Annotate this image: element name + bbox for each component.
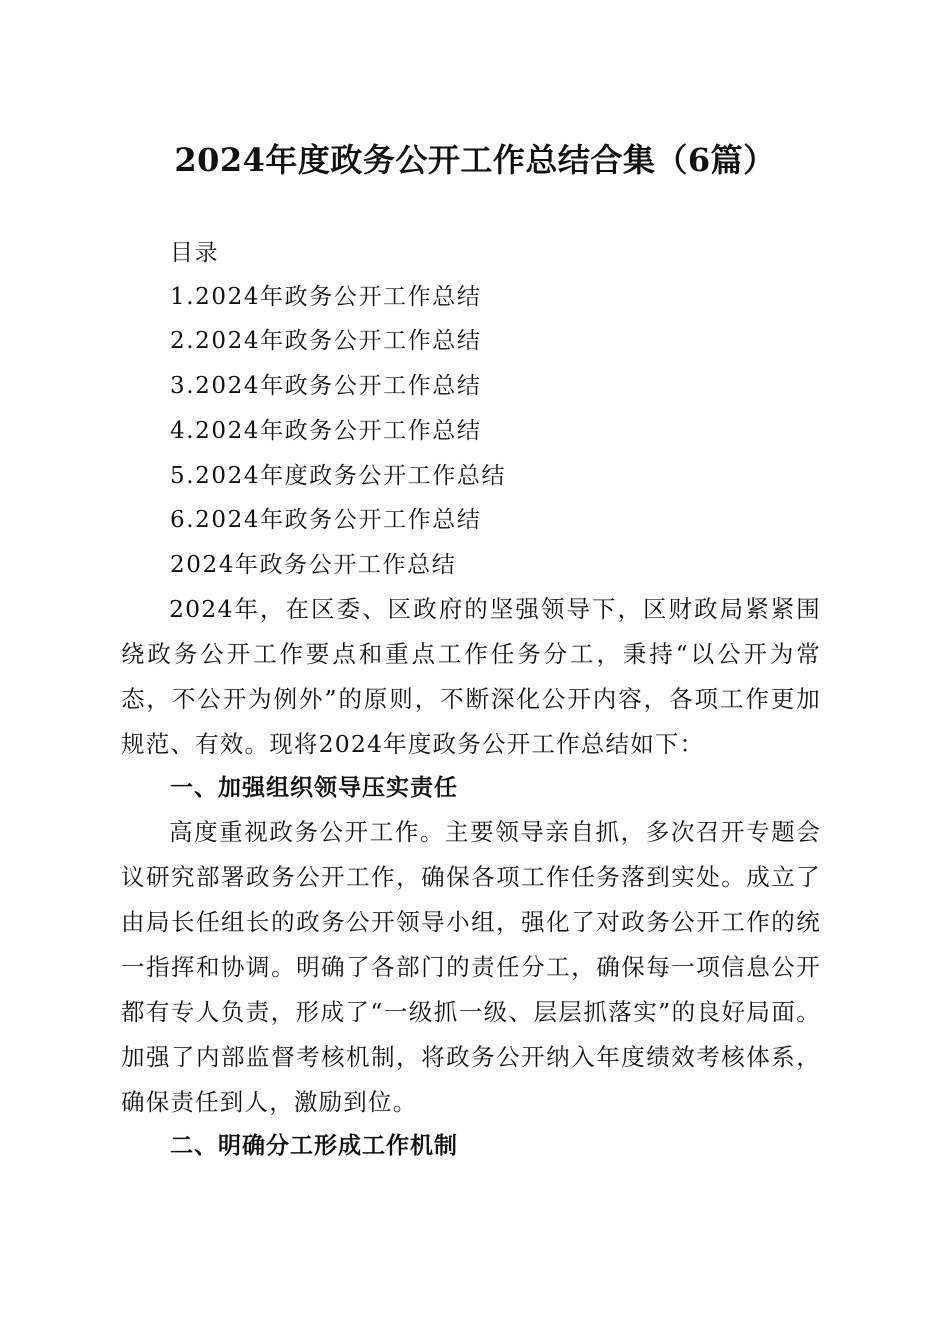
toc-item-6: 6.2024年政务公开工作总结 (170, 507, 482, 533)
toc-item-5: 5.2024年度政务公开工作总结 (170, 463, 507, 489)
intro-paragraph: 2024年，在区委、区政府的坚强领导下，区财政局紧紧围绕政务公开工作要点和重点工作任务分工，秉持“以公开为常态，不公开为例外”的原则，不断深化公开内容，各项工作更加规范、有效。现将2024年度政务公开工作总结如下： (121, 595, 821, 758)
toc-item-4: 4.2024年政务公开工作总结 (170, 418, 482, 444)
document-title: 2024年度政务公开工作总结合集（6篇） (174, 141, 776, 179)
article-title: 2024年政务公开工作总结 (170, 552, 457, 578)
toc-item-2: 2.2024年政务公开工作总结 (170, 328, 482, 354)
toc-heading: 目录 (170, 240, 220, 266)
section2-heading: 二、明确分工形成工作机制 (170, 1133, 458, 1159)
toc-item-3: 3.2024年政务公开工作总结 (170, 373, 482, 399)
section1-paragraph: 高度重视政务公开工作。主要领导亲自抓，多次召开专题会议研究部署政务公开工作，确保各项工作任务落到实处。成立了由局长任组长的政务公开领导小组，强化了对政务公开工作的统一指挥和协调。明确了各部门的责任分工，确保每一项信息公开都有专人负责，形成了“一级抓一级、层层抓落实”的良好局面。加强了内部监督考核机制，将政务公开纳入年度绩效考核体系，确保责任到人，激励到位。 (121, 818, 821, 1116)
toc-item-1: 1.2024年政务公开工作总结 (170, 284, 482, 310)
section1-heading: 一、加强组织领导压实责任 (170, 775, 458, 801)
